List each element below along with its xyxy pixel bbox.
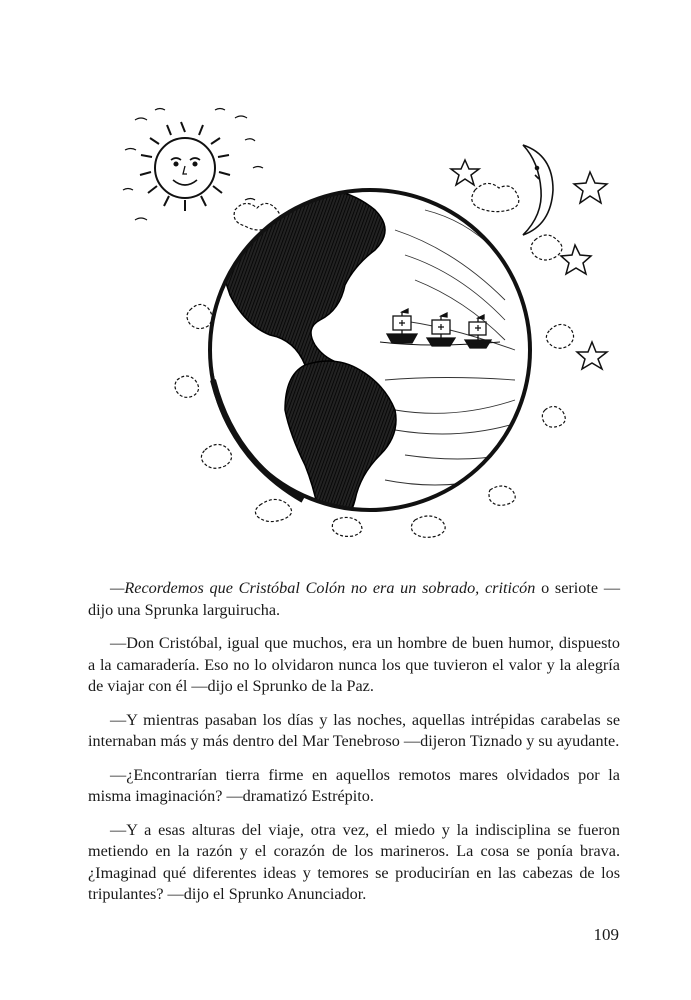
paragraph: —Don Cristóbal, igual que muchos, era un hombre de buen humor, dispuesto a la camaradería. Eso no lo olvidaron nunca los que tuvieron el valor y la alegría de viajar con él —dijo el Sprunko de la Paz. bbox=[88, 634, 620, 695]
paragraph bbox=[88, 578, 620, 621]
paragraph: —Y a esas alturas del viaje, otra vez, el miedo y la indisciplina se fueron metiendo en la razón y el corazón de los marineros. La cosa se ponía brava. ¿Imaginad qué diferentes ideas y temores se producirían en las cabezas de los tripulantes? —dijo el Sprunko Anunciador. bbox=[88, 820, 620, 903]
sun-icon bbox=[123, 109, 263, 221]
paragraph: —¿Encontrarían tierra firme en aquellos remotos mares olvidados por la misma imaginación? —dramatizó Estrépito. bbox=[88, 765, 620, 805]
paragraph-rest: o seriote —dijo una Sprunka larguirucha. bbox=[88, 579, 621, 619]
globe-icon bbox=[208, 189, 531, 531]
page-text bbox=[88, 578, 620, 918]
page-number: 109 bbox=[593, 925, 619, 944]
paragraph-italic-part: —Recordemos que Cristóbal Colón no era un sobrado, criticón bbox=[110, 579, 536, 597]
paragraph: —Y mientras pasaban los días y las noches, aquellas intrépidas carabelas se internaban más y más dentro del Mar Tenebroso —dijeron Tiznado y su ayudante. bbox=[88, 710, 620, 750]
moon-icon bbox=[523, 145, 553, 235]
globe-illustration bbox=[95, 80, 635, 550]
